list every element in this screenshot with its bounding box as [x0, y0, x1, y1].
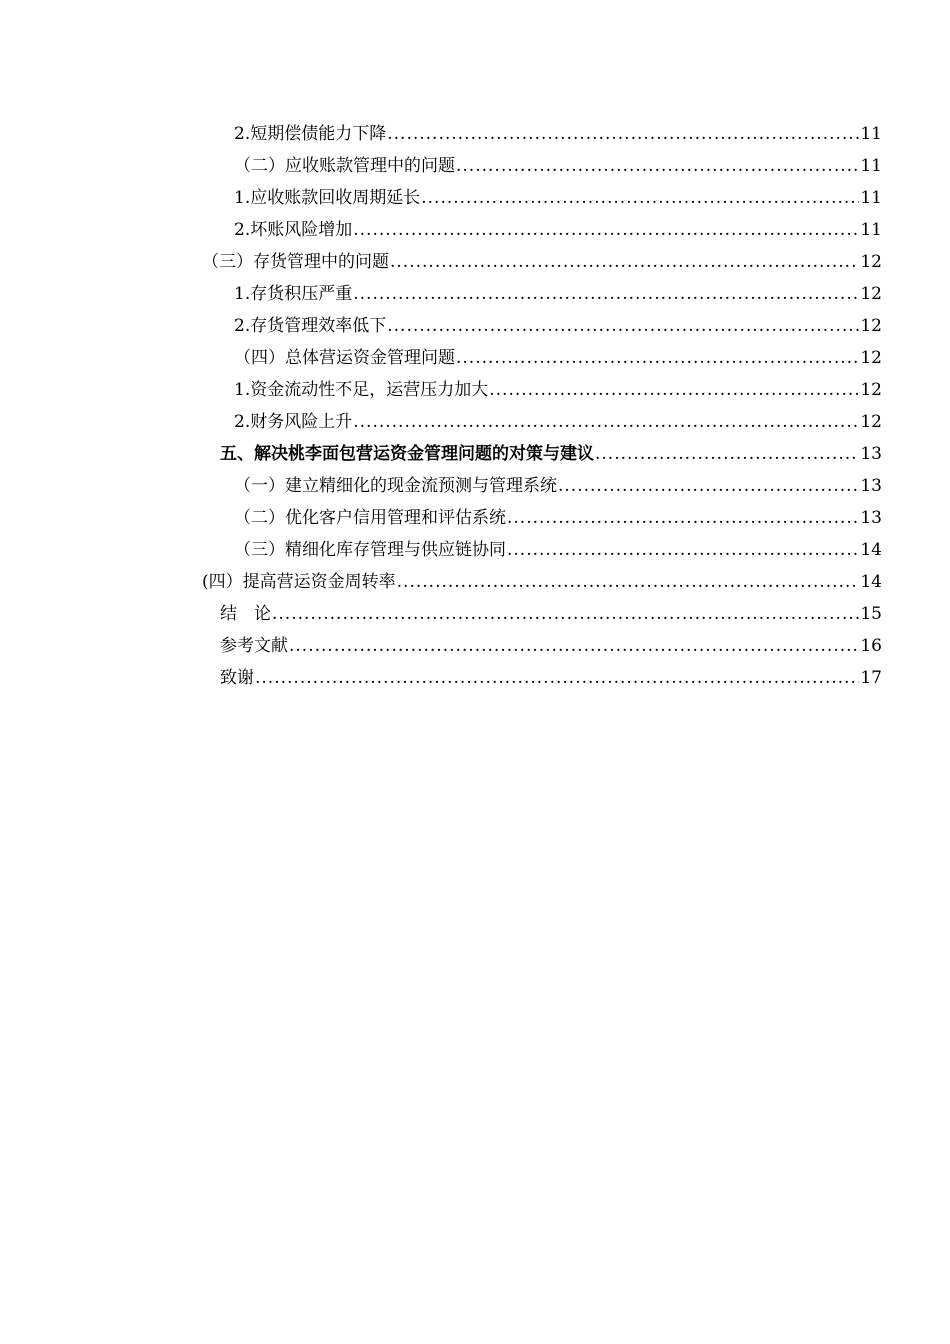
toc-entry-title: 2.财务风险上升 — [234, 412, 353, 432]
toc-entry[interactable] — [234, 504, 882, 532]
toc-entry-title: 1.资金流动性不足，运营压力加大 — [234, 380, 489, 400]
toc-entry-page: 12 — [860, 412, 882, 432]
dot-leader — [387, 120, 859, 148]
toc-entry-page: 13 — [860, 508, 882, 528]
toc-entry-title: （四）总体营运资金管理问题 — [234, 348, 455, 368]
dot-leader — [289, 632, 859, 660]
toc-entry-page: 13 — [860, 444, 882, 464]
toc-entry-title: 1.存货积压严重 — [234, 284, 353, 304]
toc-entry-page: 12 — [860, 284, 882, 304]
toc-entry[interactable] — [202, 248, 882, 276]
toc-entry-page: 12 — [860, 252, 882, 272]
toc-entry[interactable] — [234, 120, 882, 148]
toc-entry-page: 13 — [860, 476, 882, 496]
toc-entry-title: 五、解决桃李面包营运资金管理问题的对策与建议 — [220, 444, 594, 464]
toc-entry-title: 参考文献 — [220, 636, 288, 656]
dot-leader — [353, 408, 859, 436]
toc-entry-title: （二）优化客户信用管理和评估系统 — [234, 508, 506, 528]
toc-entry-page: 12 — [860, 316, 882, 336]
toc-entry-title: 致谢 — [220, 668, 254, 688]
toc-entry[interactable] — [234, 376, 882, 404]
dot-leader — [421, 184, 859, 212]
dot-leader — [558, 472, 859, 500]
toc-entry[interactable] — [234, 536, 882, 564]
toc-entry[interactable] — [234, 216, 882, 244]
dot-leader — [272, 600, 859, 628]
dot-leader — [255, 664, 859, 692]
toc-entry-page: 11 — [860, 188, 882, 208]
toc-entry[interactable] — [234, 280, 882, 308]
toc-entry-title: (四）提高营运资金周转率 — [202, 572, 396, 592]
toc-entry-page: 11 — [860, 156, 882, 176]
toc-entry[interactable] — [234, 184, 882, 212]
toc-entry-page: 14 — [860, 540, 882, 560]
toc-chapter-entry[interactable] — [220, 600, 882, 628]
dot-leader — [507, 536, 859, 564]
toc-chapter-entry[interactable] — [220, 440, 882, 468]
toc-entry[interactable] — [202, 568, 882, 596]
toc-entry[interactable] — [234, 312, 882, 340]
toc-entry-title: 结 论 — [220, 604, 271, 624]
toc-entry-title: 2.坏账风险增加 — [234, 220, 353, 240]
toc-entry-page: 11 — [860, 124, 882, 144]
toc-entry[interactable] — [234, 344, 882, 372]
dot-leader — [387, 312, 859, 340]
dot-leader — [595, 440, 859, 468]
toc-entry-page: 11 — [860, 220, 882, 240]
toc-chapter-entry[interactable] — [220, 632, 882, 660]
toc-entry-title: 1.应收账款回收周期延长 — [234, 188, 421, 208]
toc-entry[interactable] — [234, 472, 882, 500]
dot-leader — [507, 504, 859, 532]
toc-entry-title: 2.存货管理效率低下 — [234, 316, 387, 336]
toc-entry-title: （一）建立精细化的现金流预测与管理系统 — [234, 476, 557, 496]
toc-chapter-entry[interactable] — [220, 664, 882, 692]
toc-entry-title: （三）存货管理中的问题 — [202, 252, 389, 272]
dot-leader — [390, 248, 859, 276]
toc-entry[interactable] — [234, 408, 882, 436]
toc-entry-page: 17 — [860, 668, 882, 688]
toc-entry-page: 14 — [860, 572, 882, 592]
toc-entry[interactable] — [234, 152, 882, 180]
dot-leader — [353, 280, 859, 308]
toc-entry-title: （三）精细化库存管理与供应链协同 — [234, 540, 506, 560]
dot-leader — [456, 344, 859, 372]
toc-entry-page: 12 — [860, 348, 882, 368]
dot-leader — [353, 216, 859, 244]
toc-entry-title: （二）应收账款管理中的问题 — [234, 156, 455, 176]
dot-leader — [456, 152, 859, 180]
toc-entry-page: 15 — [860, 604, 882, 624]
dot-leader — [489, 376, 859, 404]
toc-entry-page: 16 — [860, 636, 882, 656]
toc-entry-title: 2.短期偿债能力下降 — [234, 124, 387, 144]
toc-entry-page: 12 — [860, 380, 882, 400]
dot-leader — [397, 568, 860, 596]
